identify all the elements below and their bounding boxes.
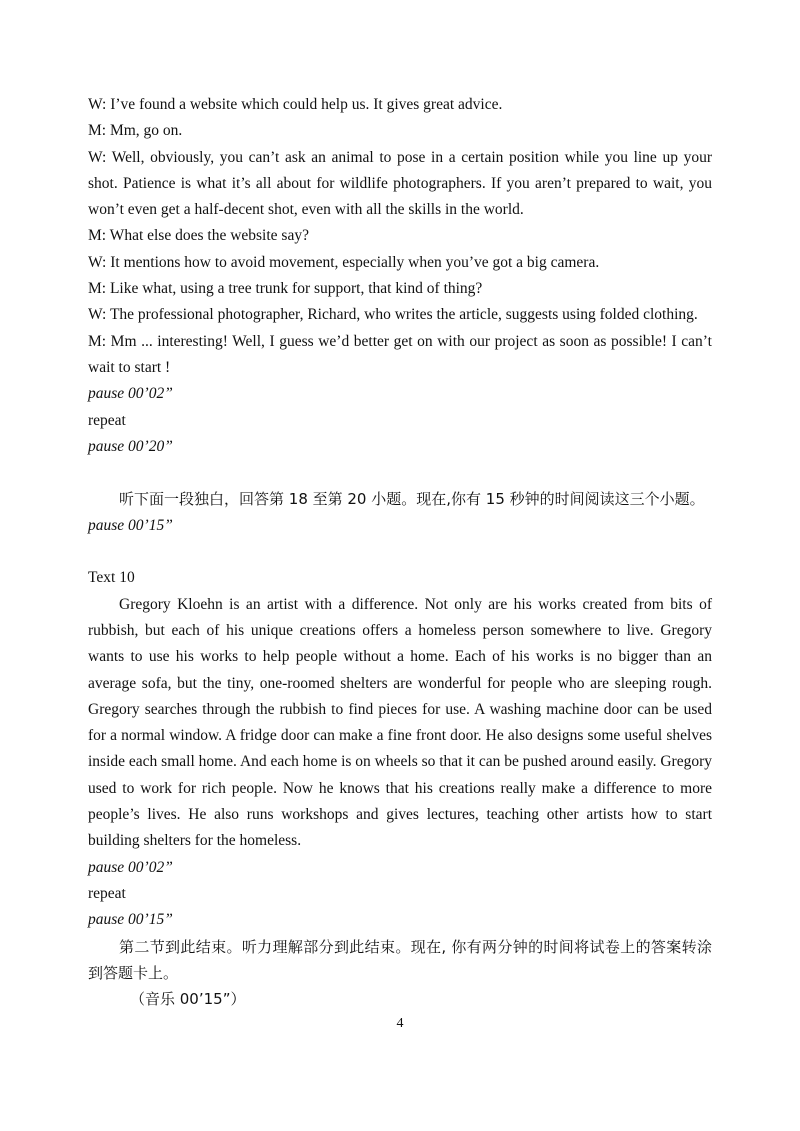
pause-cue: pause 00’15” (88, 516, 173, 534)
dialogue-line: M: What else does the website say? (88, 227, 309, 245)
pause-cue: pause 00’15” (88, 911, 173, 929)
dialogue-line: W: I’ve found a website which could help us. It gives great advice. (88, 96, 503, 113)
dialogue-line: W: It mentions how to avoid movement, especially when you’ve got a big camera. (88, 253, 600, 271)
text-label: Text 10 (88, 569, 135, 587)
repeat-cue: repeat (88, 411, 126, 429)
dialogue-line: W: Well, obviously, you can’t ask an animal to pose in a certain position while you line up your shot. Patience is what it’s all about for wildlife photographers. If you aren’t prepared to wait, you won’t even get a half-decent shot, even with all the skills in the world. (88, 148, 712, 219)
pause-cue: pause 00’02” (88, 858, 173, 876)
music-note: （音乐 00’15”） (130, 990, 246, 1009)
page-number: 4 (396, 1016, 404, 1031)
pause-cue: pause 00’20” (88, 437, 173, 455)
dialogue-line: M: Like what, using a tree trunk for support, that kind of thing? (88, 280, 483, 298)
repeat-cue: repeat (88, 884, 126, 902)
listening-script (88, 92, 712, 1012)
spacer (88, 539, 712, 565)
section-instruction: 听下面一段独白，回答第 18 至第 20 小题。现在,你有 15 秒钟的时间阅读这三个小题。 (119, 490, 705, 509)
dialogue-line: W: The professional photographer, Richard, who writes the article, suggests using folded clothing. (88, 306, 698, 324)
dialogue-line: M: Mm, go on. (88, 122, 183, 140)
closing-note: 第二节到此结束。听力理解部分到此结束。现在, 你有两分钟的时间将试卷上的答案转涂到答题卡上。 (88, 937, 712, 982)
monologue-paragraph: Gregory Kloehn is an artist with a difference. Not only are his works created from bits of rubbish, but each of his unique creations offers a homeless person somewhere to live. Gregory wants to use his works to help people without a home. Each of his works is no bigger than an average sofa, but the tiny, one-roomed shelters are wonderful for people who are sleeping rough. Gregory searches through the rubbish to find pieces for use. A washing machine door can be used for a normal window. A fridge door can make a fine front door. He also designs some useful shelves inside each small home. And each home is on wheels so that it can be pushed around easily. Gregory used to work for rich people. Now he knows that his creations really make a difference to more people’s lives. He also runs workshops and gives lectures, teaching other artists how to start building shelters for the homeless. (88, 595, 712, 850)
spacer (88, 460, 712, 486)
pause-cue: pause 00’02” (88, 385, 173, 403)
dialogue-line: M: Mm ... interesting! Well, I guess we’d better get on with our project as soon as possible! I can’t wait to start ! (88, 332, 712, 376)
